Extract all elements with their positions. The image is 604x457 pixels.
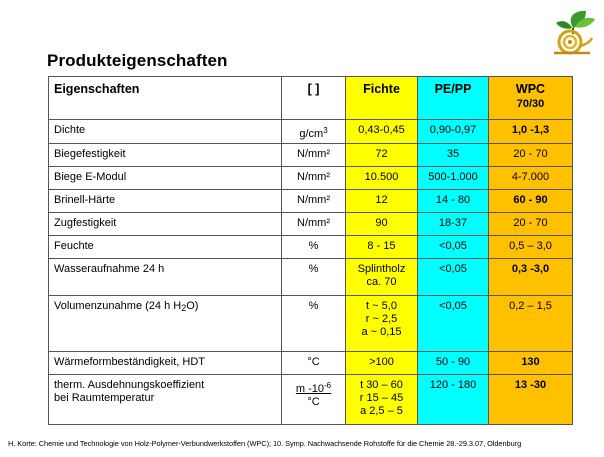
table-row bbox=[49, 352, 573, 375]
row-name: Biege E-Modul bbox=[49, 167, 282, 190]
table-header-row bbox=[49, 77, 573, 120]
pepp-value: <0,05 bbox=[418, 259, 489, 296]
pepp-value: 35 bbox=[418, 144, 489, 167]
unit-superscript: 3 bbox=[323, 126, 328, 135]
header-wpc-ratio: 70/30 bbox=[516, 98, 545, 110]
fichte-value: 8 - 15 bbox=[346, 236, 418, 259]
row-name-part: O) bbox=[186, 300, 199, 312]
fichte-value: 12 bbox=[346, 190, 418, 213]
row-unit: N/mm² bbox=[282, 144, 346, 167]
unit-base: g/cm bbox=[299, 128, 324, 140]
pepp-value: 120 - 180 bbox=[418, 375, 489, 425]
fichte-value: 72 bbox=[346, 144, 418, 167]
table-row bbox=[49, 167, 573, 190]
wpc-value: 0,5 – 3,0 bbox=[489, 236, 573, 259]
pepp-value: 50 - 90 bbox=[418, 352, 489, 375]
row-name: Dichte bbox=[49, 120, 282, 144]
row-name bbox=[49, 375, 282, 425]
table-row bbox=[49, 120, 573, 144]
row-name: Biegefestigkeit bbox=[49, 144, 282, 167]
source-footer: H. Korte: Chemie und Technologie von Holz-Polymer-Verbundwerkstoffen (WPC); 10. Symp. Nachwachsende Rohstoffe für die Chemie 28.-29.3.07, Oldenburg bbox=[8, 439, 522, 448]
fichte-value: 0,43-0,45 bbox=[346, 120, 418, 144]
properties-table bbox=[48, 76, 573, 425]
fichte-line: ca. 70 bbox=[366, 276, 397, 288]
unit-line bbox=[282, 379, 345, 396]
fichte-line: t 30 – 60 bbox=[360, 379, 403, 391]
pepp-value: <0,05 bbox=[418, 296, 489, 352]
row-unit: N/mm² bbox=[282, 167, 346, 190]
unit-line: °C bbox=[307, 396, 320, 408]
fichte-line: r 15 – 45 bbox=[359, 392, 404, 404]
table-row bbox=[49, 375, 573, 425]
wpc-value: 20 - 70 bbox=[489, 144, 573, 167]
fichte-line: a ~ 0,15 bbox=[361, 326, 402, 338]
row-name: Wasseraufnahme 24 h bbox=[49, 259, 282, 296]
header-pepp: PE/PP bbox=[418, 77, 489, 120]
pepp-value: 500-1.000 bbox=[418, 167, 489, 190]
wpc-value: 130 bbox=[489, 352, 573, 375]
row-name bbox=[49, 296, 282, 352]
fichte-value bbox=[346, 296, 418, 352]
row-unit: % bbox=[282, 296, 346, 352]
row-name: Zugfestigkeit bbox=[49, 213, 282, 236]
table-row bbox=[49, 259, 573, 296]
row-name: Wärmeformbeständigkeit, HDT bbox=[49, 352, 282, 375]
row-unit bbox=[282, 120, 346, 144]
unit-base: m -10 bbox=[295, 383, 324, 395]
row-unit: % bbox=[282, 236, 346, 259]
wpc-value: 60 - 90 bbox=[489, 190, 573, 213]
row-unit: °C bbox=[282, 352, 346, 375]
unit-superscript: -6 bbox=[324, 381, 332, 390]
table-row bbox=[49, 296, 573, 352]
wpc-value: 13 -30 bbox=[489, 375, 573, 425]
fichte-line: Splintholz bbox=[357, 263, 406, 275]
row-name-line: therm. Ausdehnungskoeffizient bbox=[54, 379, 205, 391]
fichte-line: a 2,5 – 5 bbox=[360, 405, 403, 417]
table-row bbox=[49, 190, 573, 213]
fichte-value bbox=[346, 375, 418, 425]
wpc-value: 20 - 70 bbox=[489, 213, 573, 236]
row-unit bbox=[282, 375, 346, 425]
wpc-value: 4-7.000 bbox=[489, 167, 573, 190]
slide-title: Produkteigenschaften bbox=[47, 51, 228, 70]
row-name-subscript: 2 bbox=[181, 303, 187, 313]
fichte-value: 10.500 bbox=[346, 167, 418, 190]
table-row bbox=[49, 144, 573, 167]
wpc-value: 0,2 – 1,5 bbox=[489, 296, 573, 352]
leaf-snail-logo-icon bbox=[546, 8, 598, 56]
row-unit: N/mm² bbox=[282, 190, 346, 213]
pepp-value: 14 - 80 bbox=[418, 190, 489, 213]
wpc-value: 0,3 -3,0 bbox=[489, 259, 573, 296]
pepp-value: 18-37 bbox=[418, 213, 489, 236]
table-row bbox=[49, 236, 573, 259]
fichte-line: t ~ 5,0 bbox=[366, 300, 397, 312]
fichte-line: r ~ 2,5 bbox=[365, 313, 398, 325]
header-property: Eigenschaften bbox=[49, 77, 282, 120]
row-name: Brinell-Härte bbox=[49, 190, 282, 213]
fichte-value: 90 bbox=[346, 213, 418, 236]
row-unit: N/mm² bbox=[282, 213, 346, 236]
pepp-value: 0,90-0,97 bbox=[418, 120, 489, 144]
fichte-value bbox=[346, 259, 418, 296]
table-row bbox=[49, 213, 573, 236]
row-name: Feuchte bbox=[49, 236, 282, 259]
header-wpc-label: WPC bbox=[515, 82, 546, 96]
header-fichte: Fichte bbox=[346, 77, 418, 120]
header-wpc bbox=[489, 77, 573, 120]
row-name-line: bei Raumtemperatur bbox=[54, 392, 155, 404]
fichte-value: >100 bbox=[346, 352, 418, 375]
row-unit: % bbox=[282, 259, 346, 296]
pepp-value: <0,05 bbox=[418, 236, 489, 259]
wpc-value: 1,0 -1,3 bbox=[489, 120, 573, 144]
header-unit: [ ] bbox=[282, 77, 346, 120]
row-name-part: Volumenzunahme (24 h H bbox=[54, 300, 182, 312]
